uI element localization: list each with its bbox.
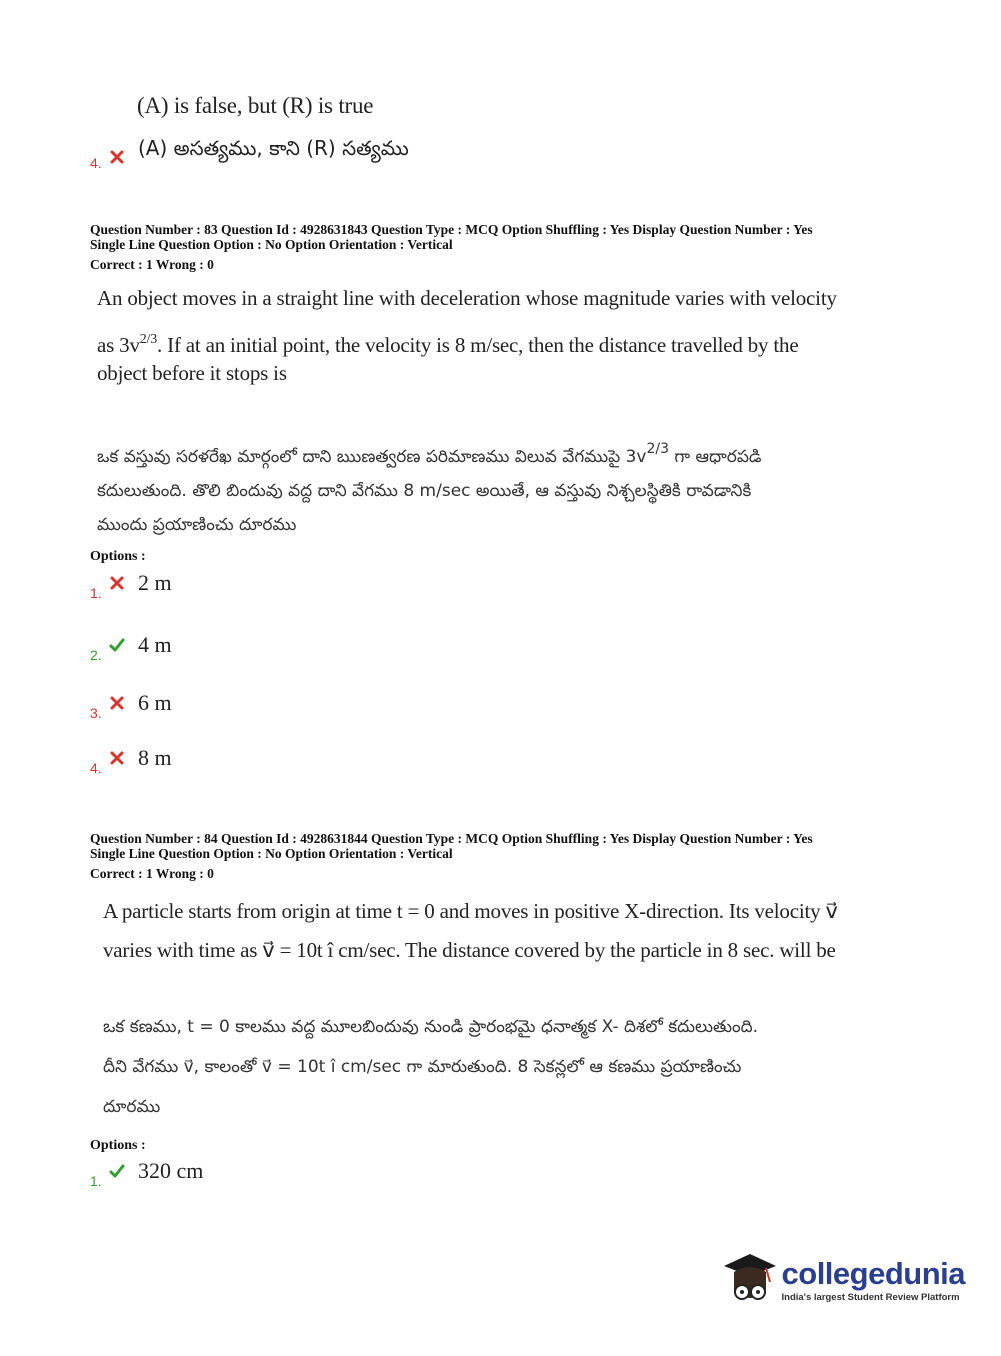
collegedunia-logo xyxy=(720,1248,965,1310)
option-number: 1. xyxy=(90,585,102,601)
q84-options-label: Options : xyxy=(90,1138,146,1153)
q83-meta-line1: Question Number : 83 Question Id : 4928631843 Question Type : MCQ Option Shuffling : Yes Display Question Number : Yes xyxy=(90,222,813,237)
cross-icon xyxy=(108,574,126,592)
option-number: 1. xyxy=(90,1173,102,1189)
cross-icon xyxy=(108,148,126,166)
cross-icon xyxy=(108,694,126,712)
q83-telugu-line1 xyxy=(97,440,762,475)
option-number: 4. xyxy=(90,154,102,171)
q83-option-4[interactable] xyxy=(90,745,172,776)
cross-icon xyxy=(108,749,126,767)
q83-english-line3: object before it stops is xyxy=(97,361,287,385)
q84-english-line2: varies with time as v⃗ = 10t î cm/sec. The distance covered by the particle in 8 sec. will be xyxy=(103,938,836,962)
q83-meta-line3: Correct : 1 Wrong : 0 xyxy=(90,257,214,272)
q83-english-line2-pre: as 3v xyxy=(97,333,140,357)
brand-name: collegedunia xyxy=(781,1255,965,1291)
option-number: 4. xyxy=(90,760,102,776)
option-text: 8 m xyxy=(138,745,172,770)
q84-telugu-line1: ఒక కణము, t = 0 కాలము వద్ద మూలబిందువు నుండి ప్రారంభమై ధనాత్మక X- దిశలో కదులుతుంది. xyxy=(103,1017,759,1037)
q83-option-2[interactable] xyxy=(90,632,172,663)
prev-option4-telugu: (A) అసత్యము, కాని (R) సత్యము xyxy=(138,136,409,160)
q84-meta-line1: Question Number : 84 Question Id : 4928631844 Question Type : MCQ Option Shuffling : Yes Display Question Number : Yes xyxy=(90,831,813,846)
q83-english-exponent: 2/3 xyxy=(139,332,158,347)
q83-telugu-exponent: 2/3 xyxy=(646,441,670,457)
checkmark-icon xyxy=(108,1162,126,1180)
checkmark-icon xyxy=(108,636,126,654)
brand-tagline: India's largest Student Review Platform xyxy=(781,1291,960,1303)
q83-english-line2-post: . If at an initial point, the velocity is 8 m/sec, then the distance travelled by the xyxy=(157,333,799,357)
q83-telugu-line2: కదులుతుంది. తొలి బిందువు వద్ద దాని వేగము 8 m/sec అయితే, ఆ వస్తువు నిశ్చలస్థితికి రావడానికి xyxy=(97,481,752,501)
q83-english-line1: An object moves in a straight line with deceleration whose magnitude varies with velocity xyxy=(97,286,837,310)
q84-telugu-line3: దూరము xyxy=(103,1097,161,1117)
option-text: 6 m xyxy=(138,690,172,715)
prev-option4-english: (A) is false, but (R) is true xyxy=(137,93,374,118)
q84-english-line1: A particle starts from origin at time t = 0 and moves in positive X-direction. Its velocity v⃗ xyxy=(103,899,838,923)
prev-option-4[interactable] xyxy=(90,136,409,171)
q84-telugu-line2: దీని వేగము v⃗, కాలంతో v⃗ = 10t î cm/sec గా మారుతుంది. 8 సెకన్లలో ఆ కణము ప్రయాణించు xyxy=(103,1057,742,1077)
q83-telugu-line1-post: గా ఆధారపడి xyxy=(669,447,762,467)
option-text: 4 m xyxy=(138,632,172,657)
mascot-icon xyxy=(720,1248,778,1310)
q84-meta-line2: Single Line Question Option : No Option Orientation : Vertical xyxy=(90,846,453,861)
q83-options-label: Options : xyxy=(90,549,146,564)
q84-meta-line3: Correct : 1 Wrong : 0 xyxy=(90,866,214,881)
q83-option-3[interactable] xyxy=(90,690,172,721)
q83-option-1[interactable] xyxy=(90,570,172,601)
q83-meta-line2: Single Line Question Option : No Option Orientation : Vertical xyxy=(90,237,453,252)
q84-option-1[interactable] xyxy=(90,1158,204,1189)
q83-telugu-line3: ముందు ప్రయాణించు దూరము xyxy=(97,515,297,535)
option-text: 320 cm xyxy=(138,1158,204,1183)
option-text: 2 m xyxy=(138,570,172,595)
option-number: 2. xyxy=(90,647,102,663)
option-number: 3. xyxy=(90,705,102,721)
q83-telugu-line1-pre: ఒక వస్తువు సరళరేఖ మార్గంలో దాని ఋణత్వరణ పరిమాణము విలువ వేగముపై 3v xyxy=(97,447,647,467)
